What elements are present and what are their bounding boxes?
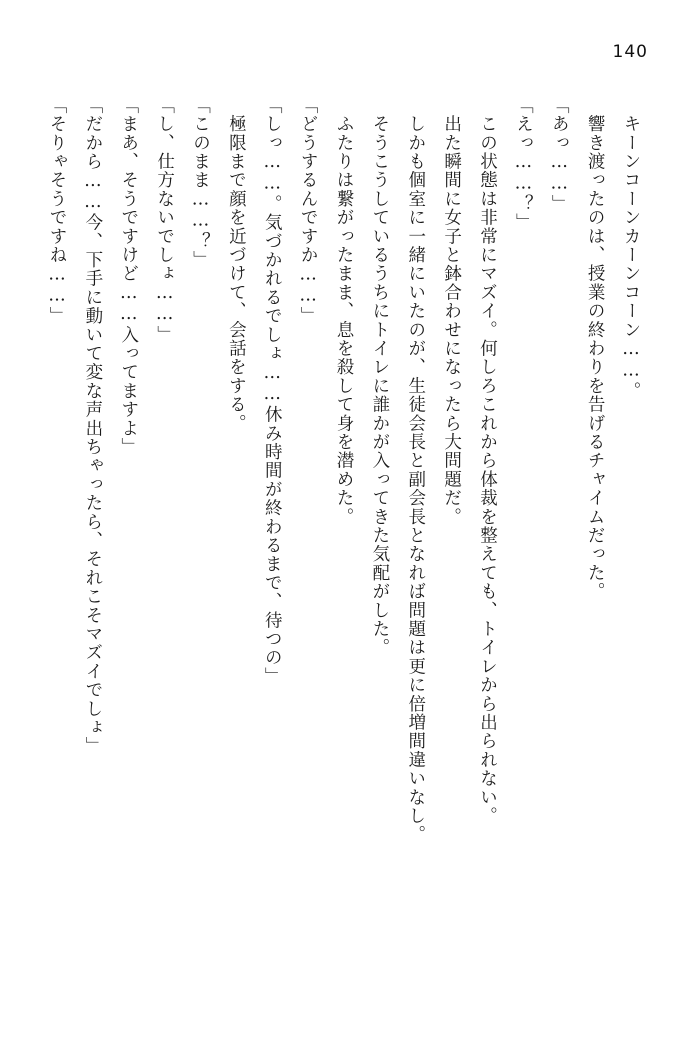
paragraph: ふたりは繋がったまま、息を殺して身を潜めた。 [334, 96, 354, 527]
paragraph: 「し、仕方ないでしょ……」 [154, 96, 175, 345]
paragraph: 出た瞬間に女子と鉢合わせになったら大問題だ。 [441, 96, 462, 527]
paragraph: 「しっ……。気づかれるでしょ……休み時間が終わるまで、待つの」 [262, 96, 283, 686]
paragraph: 極限まで顔を近づけて、会話をする。 [226, 96, 247, 433]
paragraph: この状態は非常にマズイ。何しろこれから体裁を整えても、トイレから出られない。 [477, 96, 498, 826]
paragraph: 「どうするんですか……」 [298, 96, 319, 326]
paragraph: キーンコーンカーンコーン……。 [621, 96, 641, 401]
paragraph: 「えっ……？」 [513, 96, 534, 232]
paragraph: 「だから……今、下手に動いて変な声出ちゃったら、それこそマズイでしょ」 [82, 96, 103, 756]
page-number: 140 [612, 42, 648, 62]
page-body [47, 96, 648, 990]
paragraph: しかも個室に一緒にいたのが、生徒会長と副会長となれば問題は更に倍増間違いなし。 [405, 96, 426, 844]
paragraph: 「このまま……？」 [190, 96, 211, 270]
paragraph: 響き渡ったのは、授業の終わりを告げるチャイムだった。 [585, 96, 606, 601]
paragraph: そうこうしているうちにトイレに誰かが入ってきた気配がした。 [369, 96, 390, 657]
paragraph: 「あっ……」 [549, 96, 570, 214]
paragraph: 「そりゃそうですね……」 [47, 96, 67, 326]
paragraph: 「まあ、そうですけど……入ってますよ」 [118, 96, 139, 457]
